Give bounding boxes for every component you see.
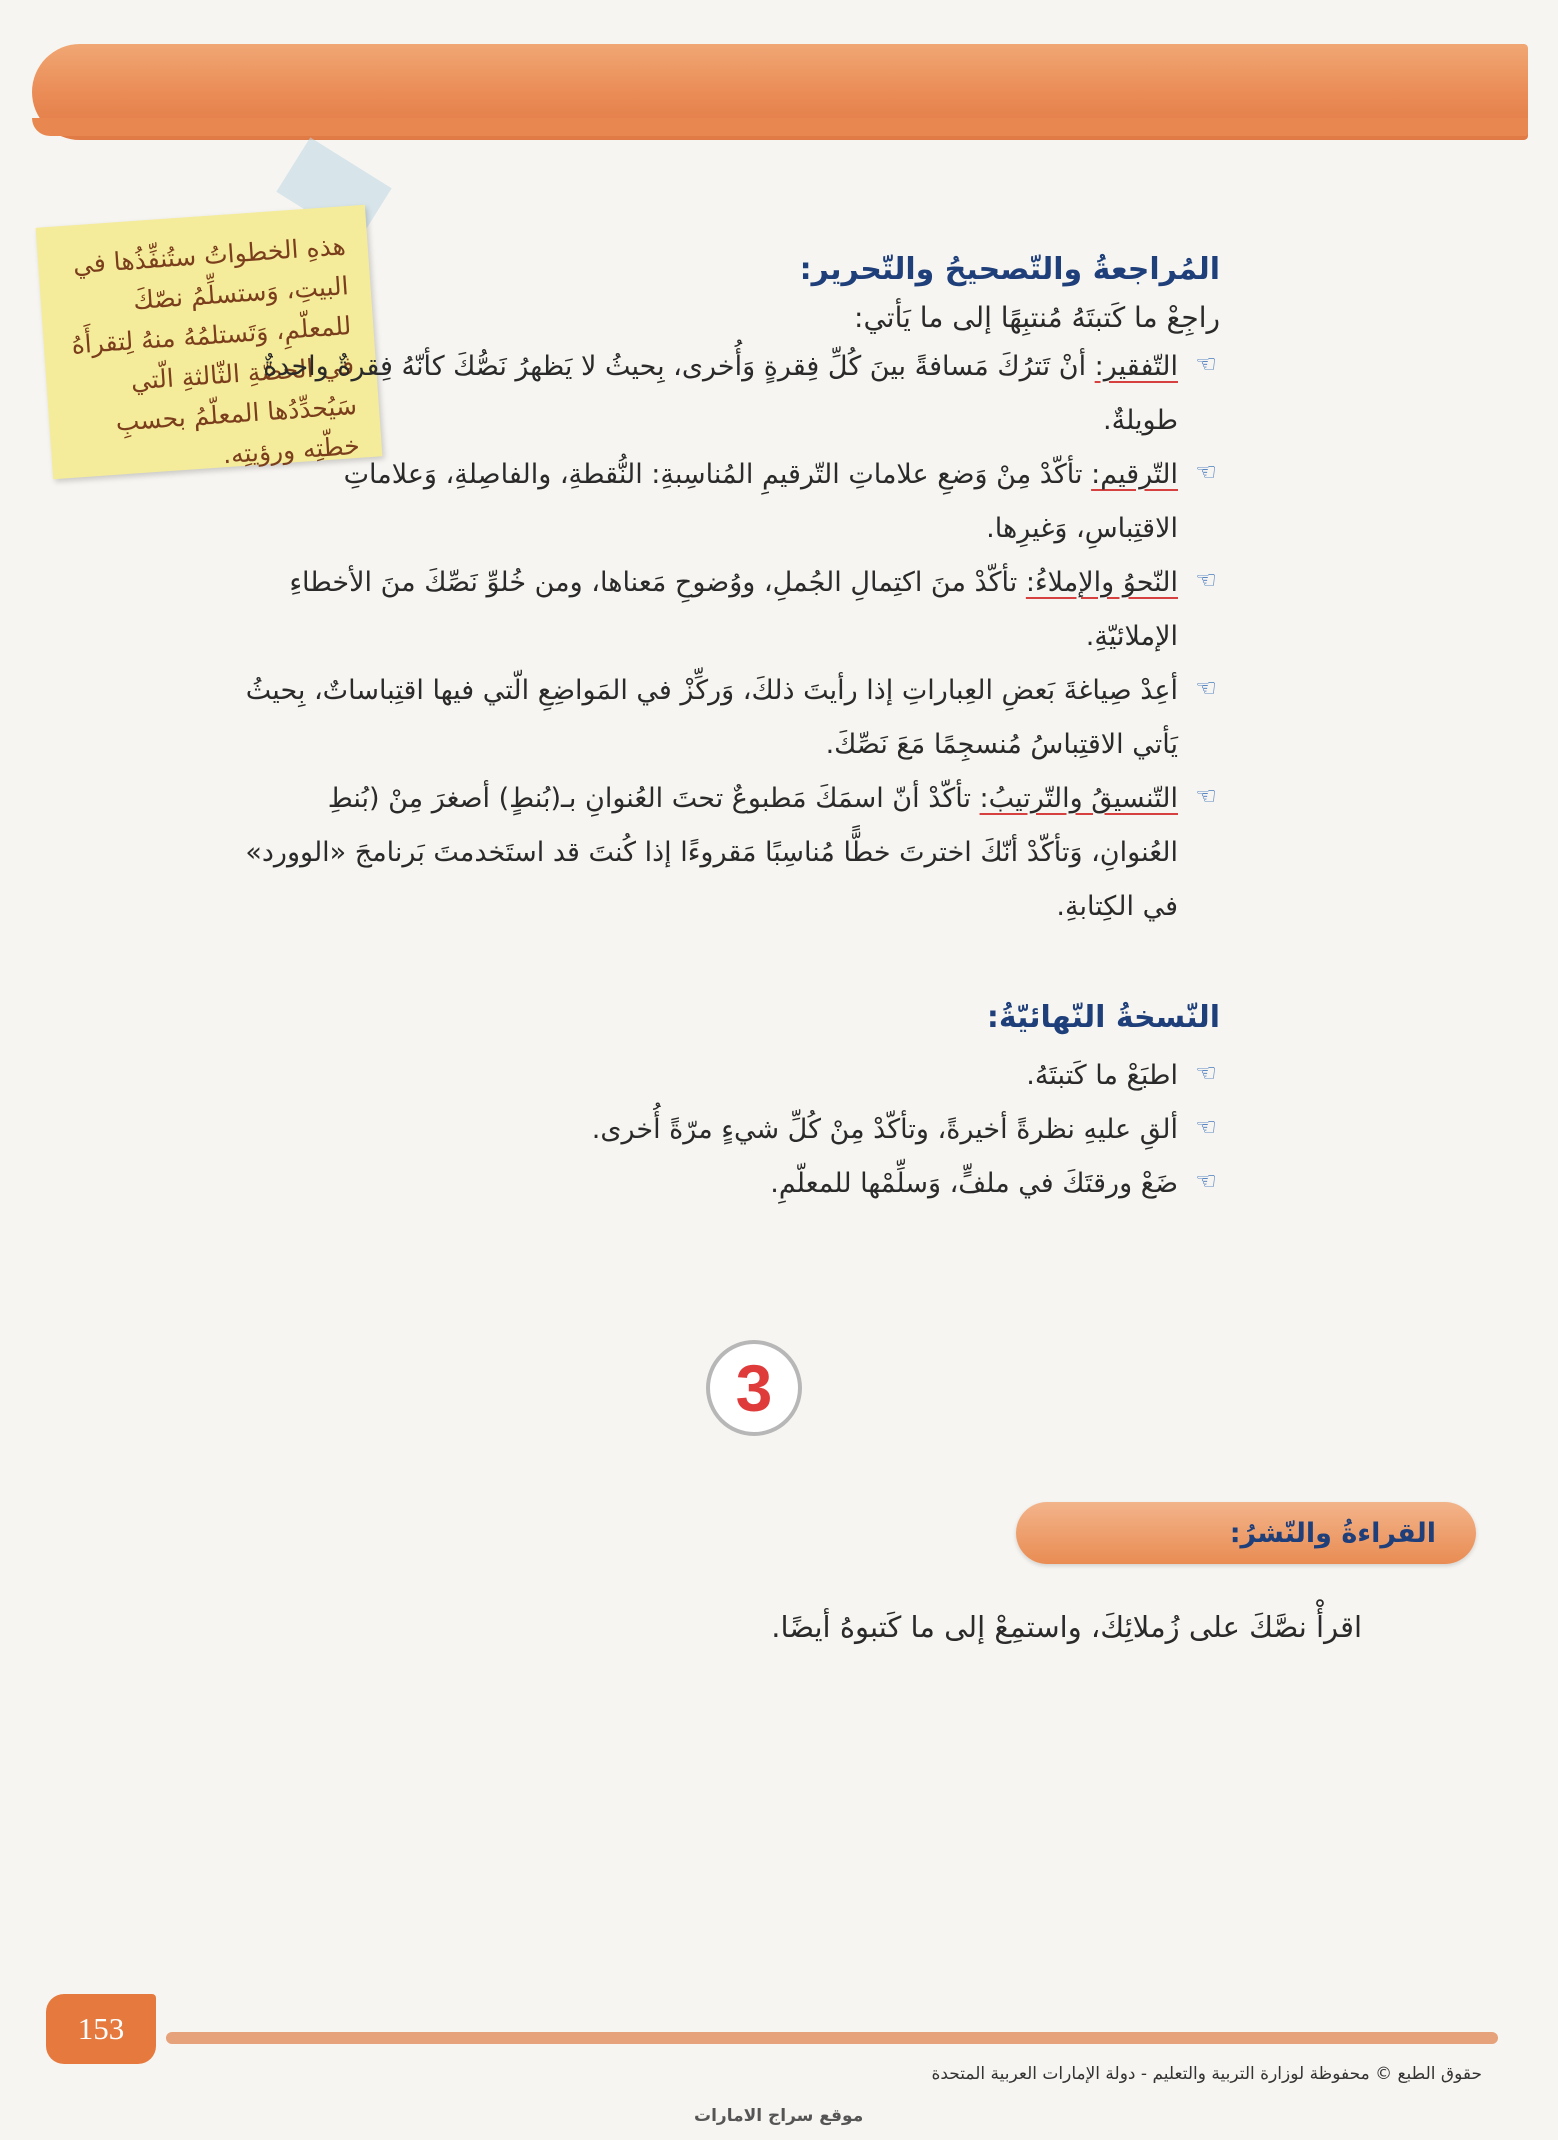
review-item-term: النّحوُ والإملاءُ: (1025, 567, 1178, 598)
publish-heading (1016, 1502, 1476, 1564)
footer-divider (166, 2032, 1498, 2044)
hand-pointer-icon: ☜ (1195, 674, 1217, 702)
step-number-badge: 3 (706, 1340, 802, 1436)
review-item-text: أعِدْ صِياغةَ بَعضِ العِباراتِ إذا رأيتَ ذلكَ، وَركِّزْ في المَواضِعِ الّتي فيها اقتِباساتٌ، بِحيثُ يَأتي الاقتِباسُ مُنسجِمًا مَعَ نَصِّكَ. (245, 675, 1178, 760)
final-copy-item-text: ضَعْ ورقتَكَ في ملفٍّ، وَسلِّمْها للمعلّمِ. (770, 1168, 1178, 1199)
review-intro: راجِعْ ما كَتبتَهُ مُنتبِهًا إلى ما يَأتي: (854, 301, 1220, 334)
sticky-note-text: هذهِ الخطواتُ ستُنفِّذُها في البيتِ، وَستسلِّمُ نصّكَ للمعلّمِ، وَتَستلمُهُ منهُ لِتقرأَهُ في الحصّةِ الثّالثةِ الّتي سَيُحدِّدُها المعلّمُ بحسبِ خطّتِه ورؤيتِه. (70, 231, 361, 470)
review-item-text: أنْ تَترُكَ مَسافةً بينَ كُلِّ فِقرةٍ وَأُخرى، بِحيثُ لا يَظهرُ نَصُّكَ كأنّهُ فِقرةٌ واحدةٌ طويلةٌ. (263, 351, 1178, 436)
hand-pointer-icon: ☜ (1195, 782, 1217, 810)
review-item-text: تأكّدْ أنّ اسمَكَ مَطبوعٌ تحتَ العُنوانِ بـ(بُنطٍ) أصغرَ مِنْ (بُنطِ العُنوانِ، وَتأكّدْ أنّكَ اخترتَ خطًّا مُناسِبًا مَقروءًا إذا كُنتَ قد استَخدمتَ بَرنامجَ «الوورد» في الكِتابةِ. (245, 783, 1178, 922)
final-copy-item-text: ألقِ عليهِ نظرةً أخيرةً، وتأكّدْ مِنْ كُلِّ شيءٍ مرّةً أُخرى. (591, 1114, 1178, 1145)
page-number: 153 (46, 1994, 156, 2064)
hand-pointer-icon: ☜ (1195, 350, 1217, 378)
review-item-term: التّنسيقُ والتّرتيبُ: (979, 783, 1178, 814)
final-copy-section (240, 1000, 1220, 1211)
review-heading: المُراجعةُ والتّصحيحُ والتّحرير: (799, 252, 1220, 287)
hand-pointer-icon: ☜ (1195, 1113, 1217, 1141)
review-item-term: التّرقيم: (1091, 459, 1178, 490)
review-item (240, 448, 1220, 556)
top-band-underline (32, 118, 1528, 136)
final-copy-item (240, 1157, 1220, 1211)
hand-pointer-icon: ☜ (1195, 566, 1217, 594)
review-item-text: تأكّدْ مِنْ وَضعِ علاماتِ التّرقيمِ المُناسِبةِ: النُّقطةِ، والفاصِلةِ، وَعلاماتِ الاقتِباسِ، وَغيرِها. (343, 459, 1178, 544)
final-copy-item-text: اطبَعْ ما كَتبتَهُ. (1026, 1060, 1178, 1091)
site-name: موقع سراج الامارات (694, 2106, 864, 2126)
review-section (240, 252, 1220, 934)
review-item-text: تأكّدْ منَ اكتِمالِ الجُملِ، ووُضوحِ مَعناها، ومن خُلوِّ نَصِّكَ منَ الأخطاءِ الإملائيّةِ. (289, 567, 1178, 652)
review-item (240, 556, 1220, 664)
review-item (240, 772, 1220, 934)
final-copy-item (240, 1049, 1220, 1103)
final-copy-item (240, 1103, 1220, 1157)
review-item (240, 340, 1220, 448)
review-item-term: التّفقير: (1094, 351, 1178, 382)
hand-pointer-icon: ☜ (1195, 1167, 1217, 1195)
copyright-text: حقوق الطبع © محفوظة لوزارة التربية والتعليم - دولة الإمارات العربية المتحدة (931, 2064, 1482, 2084)
hand-pointer-icon: ☜ (1195, 1059, 1217, 1087)
review-item (240, 664, 1220, 772)
publish-heading-text: القراءةُ والنّشرُ: (1229, 1517, 1436, 1549)
publish-text: اقرأْ نصَّكَ على زُملائِكَ، واستمِعْ إلى ما كَتبوهُ أيضًا. (771, 1610, 1362, 1644)
hand-pointer-icon: ☜ (1195, 458, 1217, 486)
final-copy-heading: النّسخةُ النّهائيّةُ: (986, 1000, 1220, 1035)
